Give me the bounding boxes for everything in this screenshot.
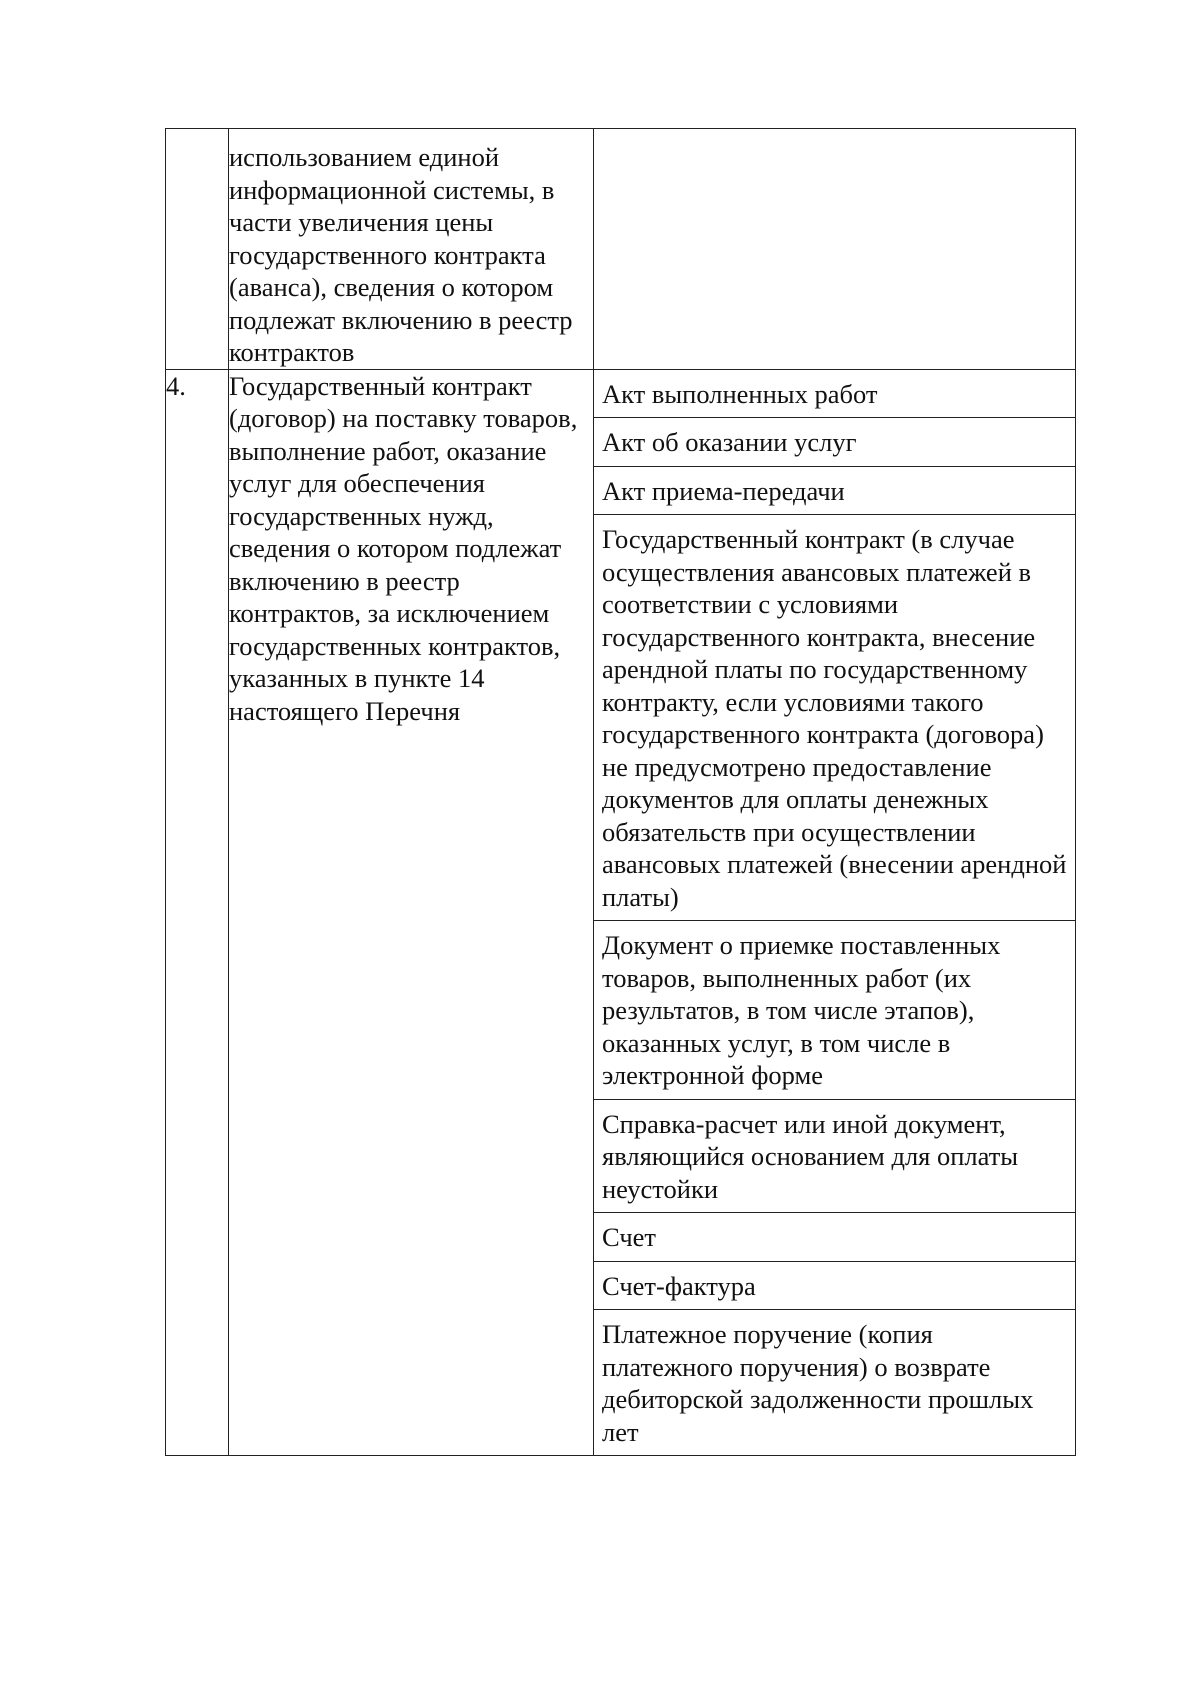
document-item: Акт приема-передачи xyxy=(594,467,1075,516)
document-item: Счет xyxy=(594,1213,1075,1262)
document-item: Платежное поручение (копия платежного поручения) о возврате дебиторской задолженности прошлых лет xyxy=(602,1319,1034,1447)
row-number-cell: 4. xyxy=(166,369,229,1456)
table-row-continued xyxy=(166,129,1076,370)
document-item: Акт выполненных работ xyxy=(594,370,1075,419)
document-item: Счет-фактура xyxy=(594,1262,1075,1311)
document-item: Государственный контракт (в случае осуществления авансовых платежей в соответствии с условиями государственного контракта, внесение арендной платы по государственному контракту, если условиями такого государственного контракта (договора) не предусмотрено предоставление документов для оплаты денежных обязательств при осуществлении авансовых платежей (внесении арендной платы) xyxy=(594,515,1075,921)
document-item: Акт об оказании услуг xyxy=(594,418,1075,467)
row-documents-cell xyxy=(594,369,1076,1456)
document-item: Документ о приемке поставленных товаров, выполненных работ (их результатов, в том числе этапов), оказанных услуг, в том числе в электронной форме xyxy=(594,921,1075,1100)
table-row-4 xyxy=(166,369,1076,1456)
row-description-text: Государственный контракт (договор) на поставку товаров, выполнение работ, оказание услуг для обеспечения государственных нужд, сведения о котором подлежат включению в реестр контрактов, за исключением государственных контрактов, указанных в пункте 14 настоящего Перечня xyxy=(229,370,578,726)
row-description-cell xyxy=(229,129,594,370)
row-description-text: использованием единой информационной системы, в части увеличения цены государственного контракта (аванса), сведения о котором подлежат включению в реестр контрактов xyxy=(229,142,573,367)
row-number-cell xyxy=(166,129,229,370)
row-description-cell xyxy=(229,369,594,1456)
documents-table xyxy=(165,128,1076,1456)
document-item: Справка-расчет или иной документ, являющийся основанием для оплаты неустойки xyxy=(594,1100,1075,1214)
row-documents-cell-empty xyxy=(594,129,1076,370)
